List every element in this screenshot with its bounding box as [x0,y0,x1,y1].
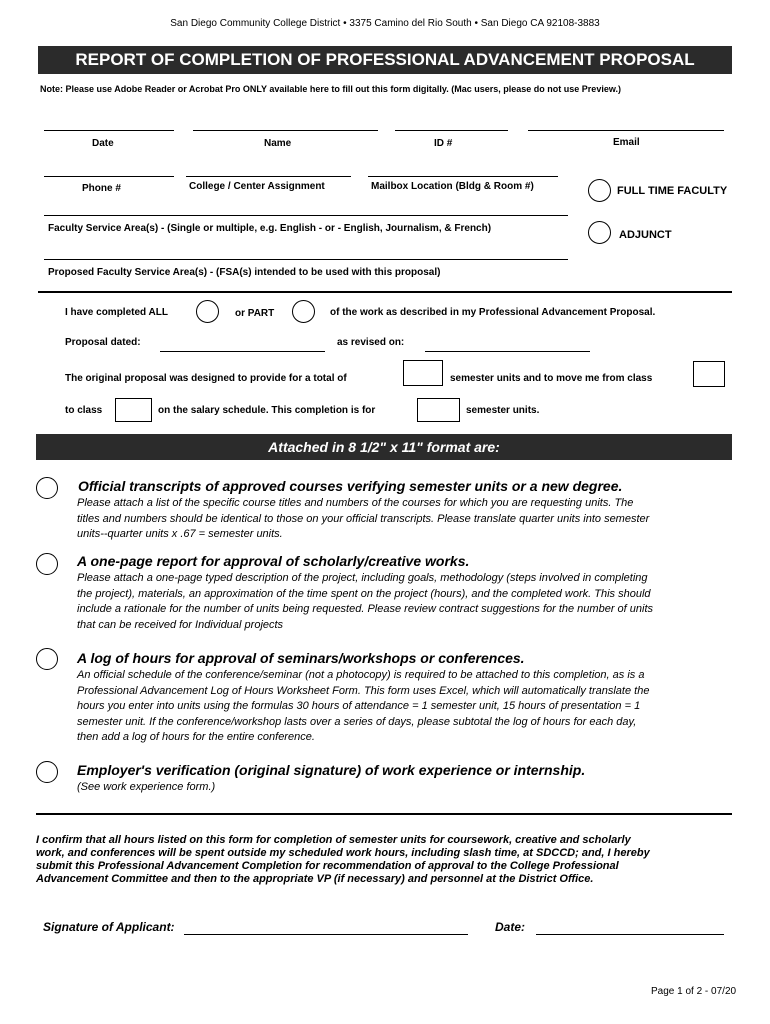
item-title: A log of hours for approval of seminars/workshops or conferences. [77,650,525,666]
move-from-class-label: semester units and to move me from class [450,373,653,384]
log-hours-checkbox[interactable] [36,648,58,670]
employer-verification-checkbox[interactable] [36,761,58,783]
item-title: Employer's verification (original signature) of work experience or internship. [77,762,586,778]
from-class-box[interactable] [693,361,725,387]
signature-label: Signature of Applicant: [43,920,175,934]
id-field[interactable] [395,130,508,131]
completion-units-box[interactable] [417,398,460,422]
full-time-label: FULL TIME FACULTY [617,185,728,197]
section-divider [36,813,732,815]
proposal-dated-field[interactable] [160,351,325,352]
attached-header: Attached in 8 1/2" x 11" format are: [36,434,732,460]
signature-date-label: Date: [495,920,526,934]
to-class-box[interactable] [115,398,152,422]
transcripts-checkbox[interactable] [36,477,58,499]
completed-all-radio[interactable] [196,300,219,323]
page-footer: Page 1 of 2 - 07/20 [651,986,737,997]
full-time-radio[interactable] [588,179,611,202]
signature-field[interactable] [184,934,468,935]
confirmation-statement: I confirm that all hours listed on this form for completion of semester units for coursework, creative and scholarly work, and conferences will be spent outside my scheduled work hours, including slash time, at SDCCD; and, I hereby submit this Professional Advancement Completion for recommendation of approval to the College Professional Advancement Committee and then to the appropriate VP (if necessary) and personnel at the District Office. [36,834,650,885]
salary-schedule-label: on the salary schedule. This completion is for [158,405,376,416]
item-title: Official transcripts of approved courses verifying semester units or a new degree. [78,478,623,494]
semester-units-label: semester units. [466,405,540,416]
fsa-label: Faculty Service Area(s) - (Single or multiple, e.g. English - or - English, Journalism, & French) [48,223,492,234]
part-radio[interactable] [292,300,315,323]
item-description: An official schedule of the conference/seminar (not a photocopy) is required to be attached to this completion, as is a Professional Advancement Log of Hours Worksheet Form. This form uses Excel, which will automatically translate the hours you enter into units using the formulas 30 hours of attendance = 1 semester unit, 15 hours of presentation = 1 semester unit. If the conference/workshop lasts over a series of days, please subtotal the log of hours for each day, then add a log of hours for the entire conference. [77,669,650,743]
phone-label: Phone # [82,183,121,194]
email-field[interactable] [528,130,724,131]
date-field[interactable] [44,130,174,131]
college-label: College / Center Assignment [189,181,325,192]
college-field[interactable] [186,176,351,177]
completed-all-label: I have completed ALL [65,307,168,318]
item-description: Please attach a list of the specific course titles and numbers of the courses for which you are requesting units. The titles and numbers should be identical to those on your official transcripts. Please translate quarter units into semester units--quarter units x .67 = semester units. [77,497,650,540]
name-label: Name [264,138,292,149]
name-field[interactable] [193,130,378,131]
as-revised-field[interactable] [425,351,590,352]
item-description: (See work experience form.) [77,781,216,793]
mailbox-field[interactable] [368,176,558,177]
date-label: Date [92,138,114,149]
proposed-fsa-label: Proposed Faculty Service Area(s) - (FSA(s) intended to be used with this proposal) [48,267,441,278]
or-part-label: or PART [235,308,275,319]
original-total-label: The original proposal was designed to provide for a total of [65,373,347,384]
section-divider [38,291,732,293]
item-title: A one-page report for approval of scholarly/creative works. [77,553,470,569]
to-class-label: to class [65,405,103,416]
proposal-dated-label: Proposal dated: [65,337,141,348]
report-checkbox[interactable] [36,553,58,575]
signature-date-field[interactable] [536,934,724,935]
phone-field[interactable] [44,176,174,177]
id-label: ID # [434,138,453,149]
item-description: Please attach a one-page typed description of the project, including goals, methodology (steps involved in completing the project), materials, an approximation of the time spent on the project (hours), and the completed work. This should include a rationale for the number of units being requested. Please review contract suggestions for the number of units that can be received for Individual projects [77,572,654,631]
email-label: Email [613,137,640,148]
form-title: REPORT OF COMPLETION OF PROFESSIONAL ADVANCEMENT PROPOSAL [38,46,732,74]
district-address: San Diego Community College District • 3375 Camino del Rio South • San Diego CA 92108-3883 [170,18,600,29]
fsa-field[interactable] [44,215,568,216]
original-units-box[interactable] [403,360,443,386]
proposed-fsa-field[interactable] [44,259,568,260]
as-revised-label: as revised on: [337,337,405,348]
adjunct-label: ADJUNCT [619,229,672,241]
work-described-label: of the work as described in my Professional Advancement Proposal. [330,307,656,318]
mailbox-label: Mailbox Location (Bldg & Room #) [371,181,534,192]
adjunct-radio[interactable] [588,221,611,244]
form-note: Note: Please use Adobe Reader or Acrobat Pro ONLY available here to fill out this form digitally. (Mac users, please do not use Preview.) [40,84,621,94]
